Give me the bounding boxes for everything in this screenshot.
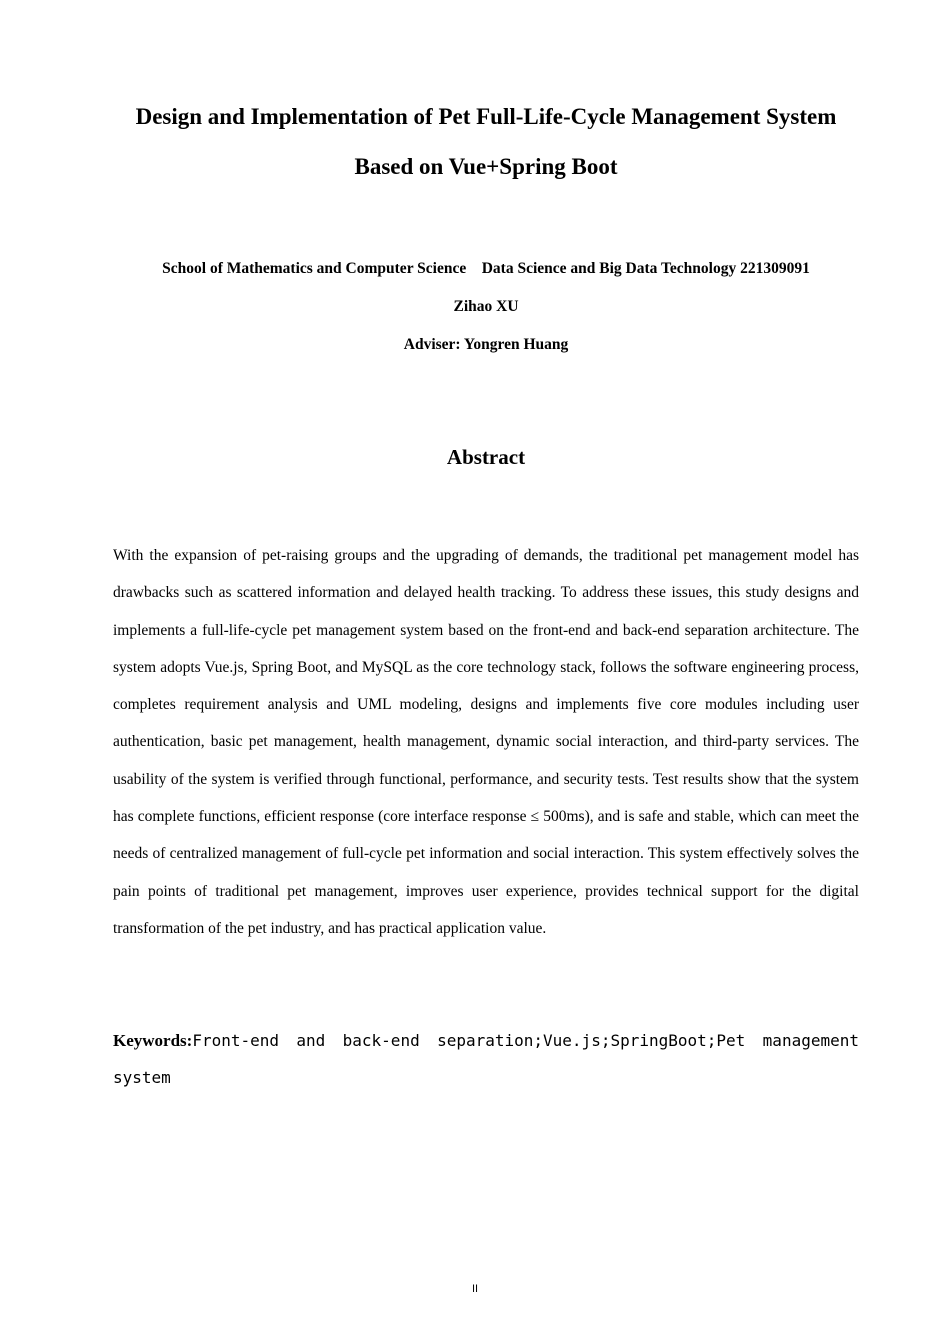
keywords-line — [113, 1022, 859, 1096]
school-major-line: School of Mathematics and Computer Science Data Science and Big Data Technology 221309091 — [162, 260, 810, 277]
paper-title-line-1: Design and Implementation of Pet Full-Life-Cycle Management System — [135, 104, 837, 129]
abstract-body: With the expansion of pet-raising groups and the upgrading of demands, the traditional pet management model has drawbacks such as scattered information and delayed health tracking. To address these issues, this study designs and implements a full-life-cycle pet management system based on the front-end and back-end separation architecture. The system adopts Vue.js, Spring Boot, and MySQL as the core technology stack, follows the software engineering process, completes requirement analysis and UML modeling, designs and implements five core modules including user authentication, basic pet management, health management, dynamic social interaction, and third-party services. The usability of the system is verified through functional, performance, and security tests. Test results show that the system has complete functions, efficient response (core interface response ≤ 500ms), and is safe and stable, which can meet the needs of centralized management of full-cycle pet information and social interaction. This system effectively solves the pain points of traditional pet management, improves user experience, provides technical support for the digital transformation of the pet industry, and has practical application value. — [113, 547, 859, 937]
author-name: Zihao XU — [453, 298, 519, 315]
abstract-heading: Abstract — [446, 445, 526, 469]
page-number: II — [471, 1283, 479, 1295]
keywords-label: Keywords: — [113, 1031, 193, 1050]
adviser-name: Adviser: Yongren Huang — [403, 336, 569, 353]
paper-title — [80, 92, 892, 192]
keywords-text: Front-end and back-end separation;Vue.js;SpringBoot;Pet management system — [113, 1031, 859, 1087]
paper-title-line-2: Based on Vue+Spring Boot — [354, 154, 618, 179]
